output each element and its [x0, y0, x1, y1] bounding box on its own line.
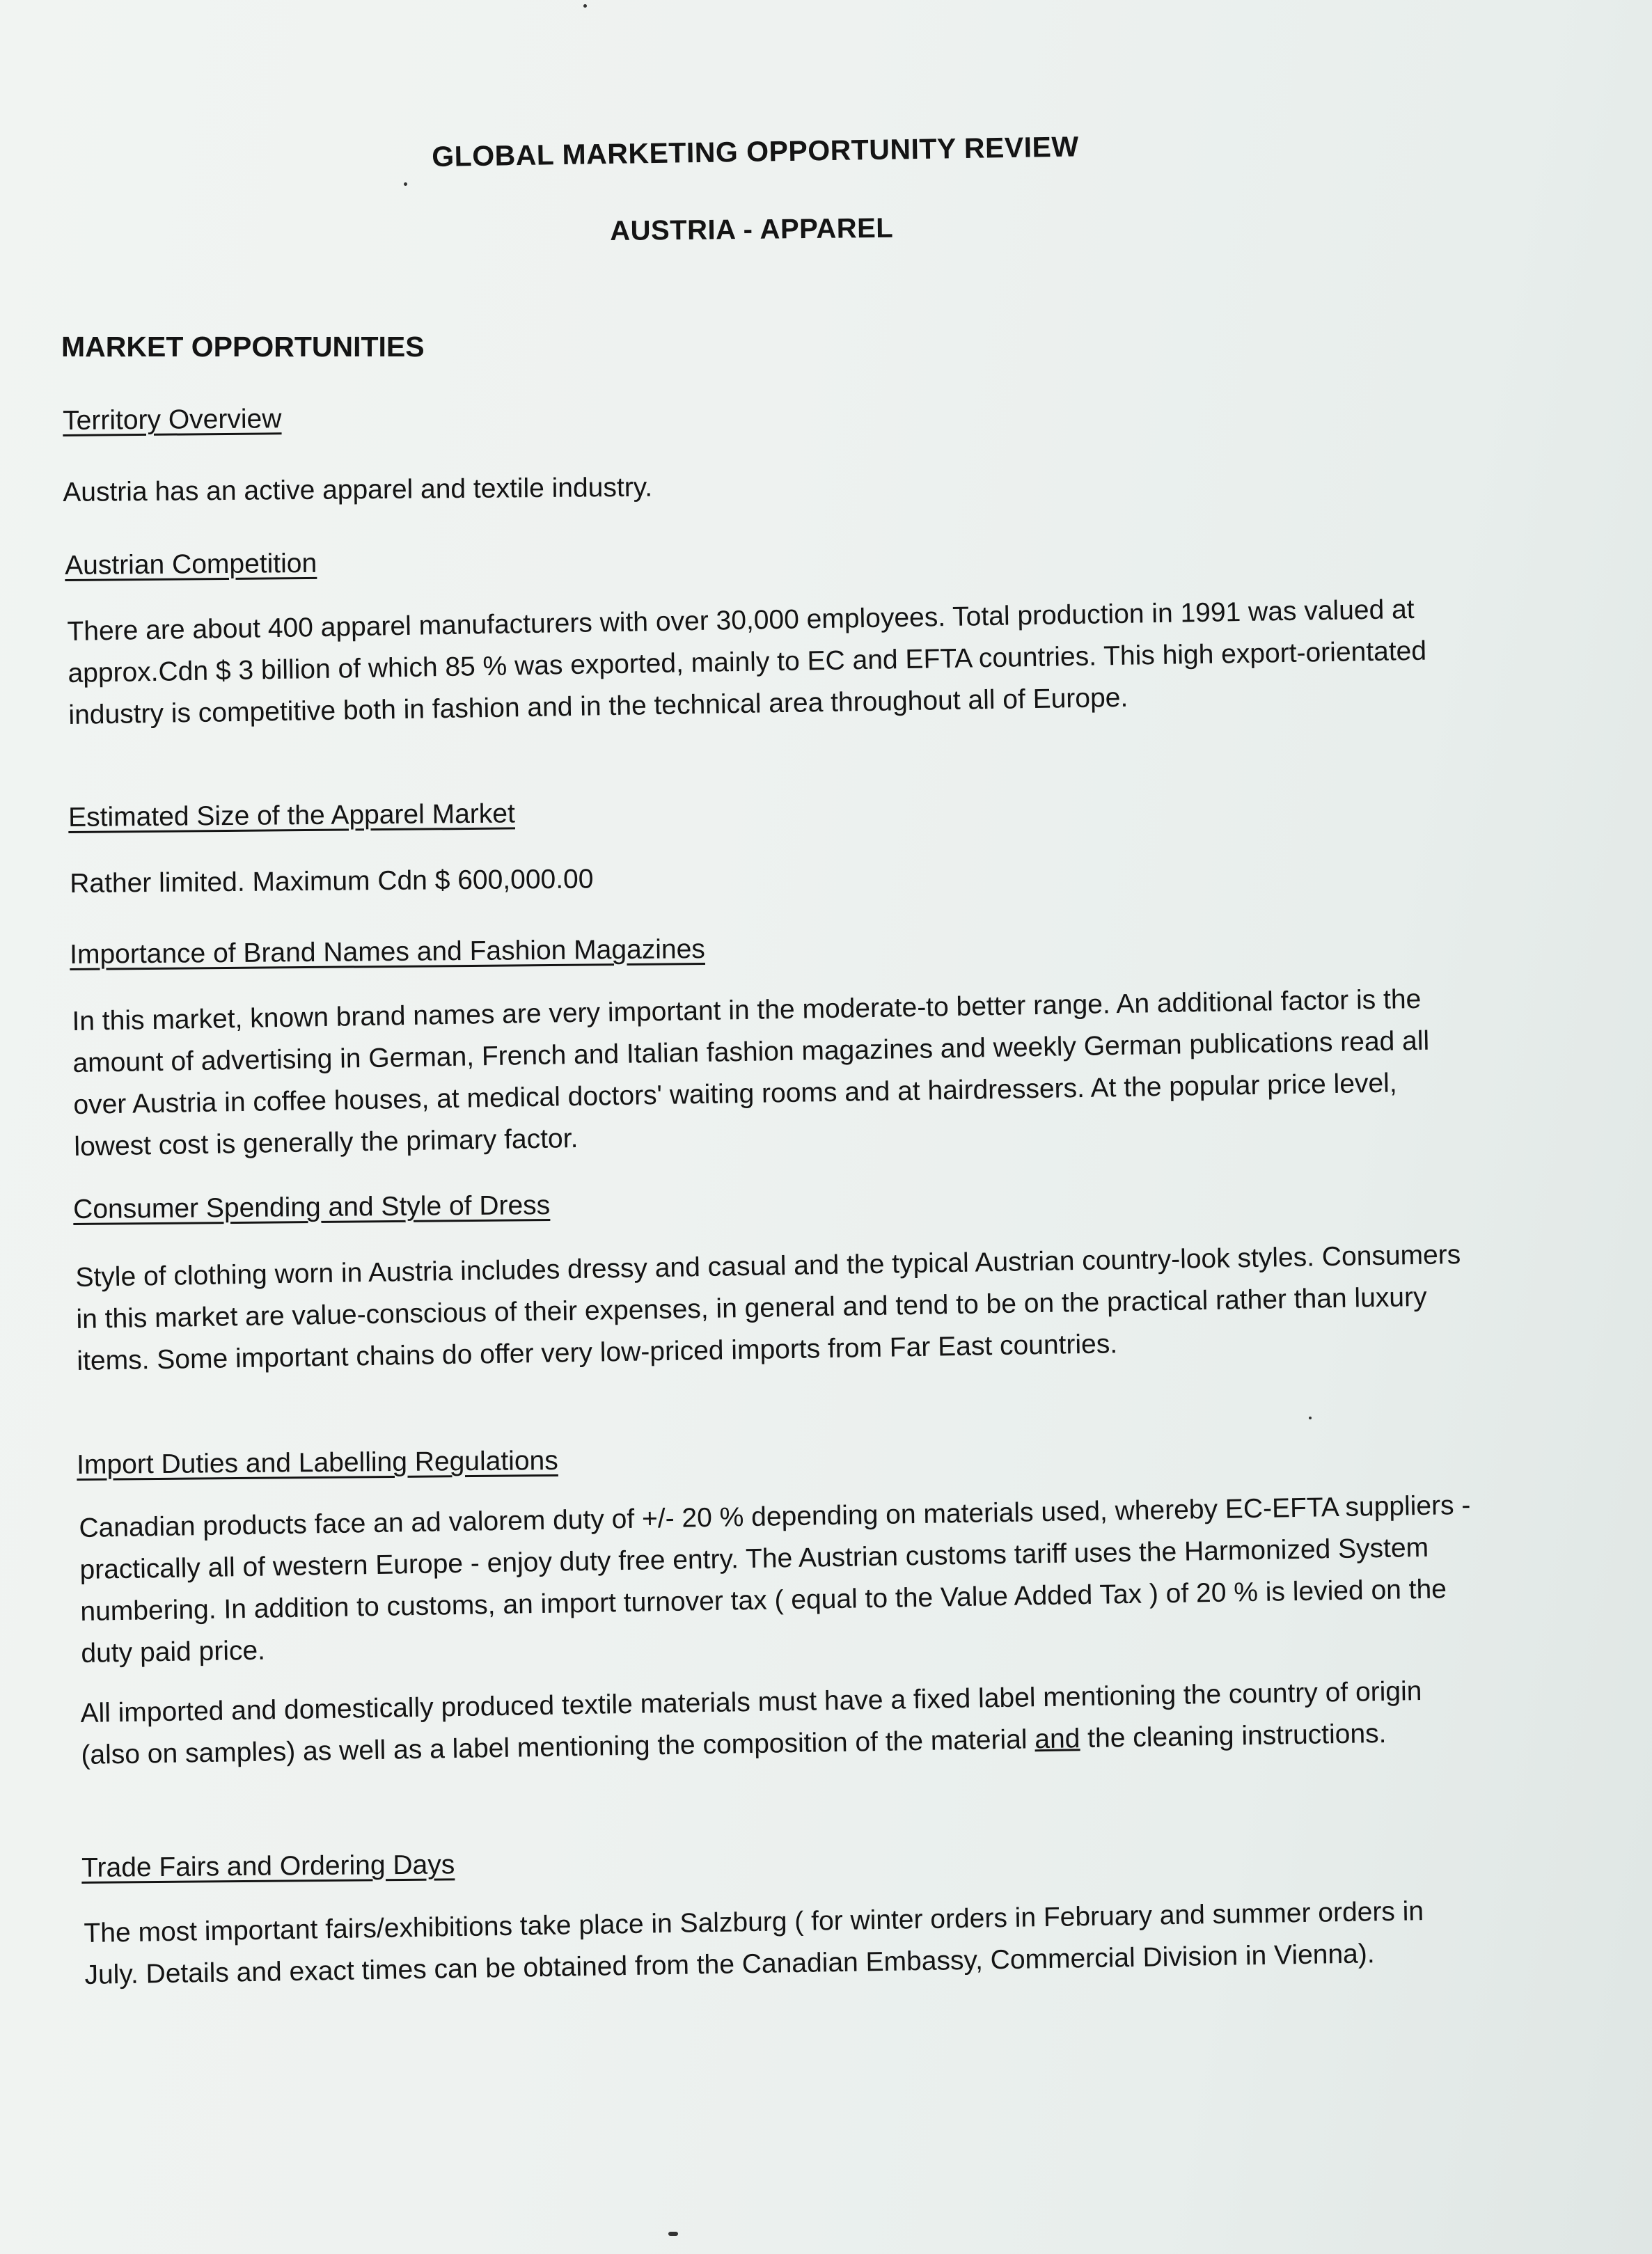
speck-mark — [668, 2232, 678, 2236]
paragraph-brand-names: In this market, known brand names are very important in the moderate-to better range. An additional factor is the amount of advertising in German, French and Italian fashion magazines and weekly German publications read all over Austria in coffee houses, at medical doctors' waiting rooms and at hairdressers. At the popular price level, lowest cost is generally the primary factor. — [72, 984, 1430, 1162]
heading-consumer-spending: Consumer Spending and Style of Dress — [72, 1190, 551, 1224]
heading-austrian-competition: Austrian Competition — [64, 548, 317, 581]
heading-trade-fairs: Trade Fairs and Ordering Days — [81, 1850, 455, 1883]
paragraph-import-duties-2: All imported and domestically produced textile materials must have a fixed label mentioning the country of origin (also on samples) as well as a label mentioning the composition of the material and the cleaning instructions. — [80, 1676, 1422, 1770]
heading-estimated-size: Estimated Size of the Apparel Market — [68, 798, 515, 833]
paragraph-territory-overview: Austria has an active apparel and textile industry. — [63, 472, 653, 507]
speck-mark — [583, 4, 587, 8]
speck-mark — [1309, 1417, 1312, 1419]
heading-territory-overview: Territory Overview — [62, 404, 282, 436]
paragraph-austrian-competition: There are about 400 apparel manufacturers with over 30,000 employees. Total production in 1991 was valued at approx.Cdn $ 3 billion of which 85 % was exported, mainly to EC and EFTA countries. This high export-orientated industry is competitive both in fashion and in the technical area throughout all of Europe. — [67, 594, 1427, 730]
paragraph-import-duties-1: Canadian products face an ad valorem duty of +/- 20 % depending on materials used, whereby EC-EFTA suppliers - practically all of western Europe - enjoy duty free entry. The Austrian customs tariff uses the Harmonized System numbering. In addition to customs, an import turnover tax ( equal to the Value Added Tax ) of 20 % is levied on the duty paid price. — [79, 1490, 1471, 1669]
document-subtitle: AUSTRIA - APPAREL — [609, 212, 894, 246]
section-heading: MARKET OPPORTUNITIES — [61, 331, 425, 363]
heading-brand-names: Importance of Brand Names and Fashion Magazines — [69, 934, 705, 970]
paragraph-trade-fairs: The most important fairs/exhibitions take place in Salzburg ( for winter orders in February and summer orders in July. Details and exact times can be obtained from the Canadian Embassy, Commercial Division in Vienna). — [84, 1896, 1424, 1990]
paragraph-consumer-spending: Style of clothing worn in Austria includes dressy and casual and the typical Austrian country-look styles. Consumers in this market are value-conscious of their expenses, in general and tend to be on the practical rather than luxury items. Some important chains do offer very low-priced imports from Far East countries. — [75, 1240, 1461, 1376]
speck-mark — [404, 182, 407, 186]
document-title: GLOBAL MARKETING OPPORTUNITY REVIEW — [431, 130, 1079, 173]
heading-import-duties: Import Duties and Labelling Regulations — [76, 1445, 558, 1480]
paragraph-estimated-size: Rather limited. Maximum Cdn $ 600,000.00 — [70, 864, 594, 899]
